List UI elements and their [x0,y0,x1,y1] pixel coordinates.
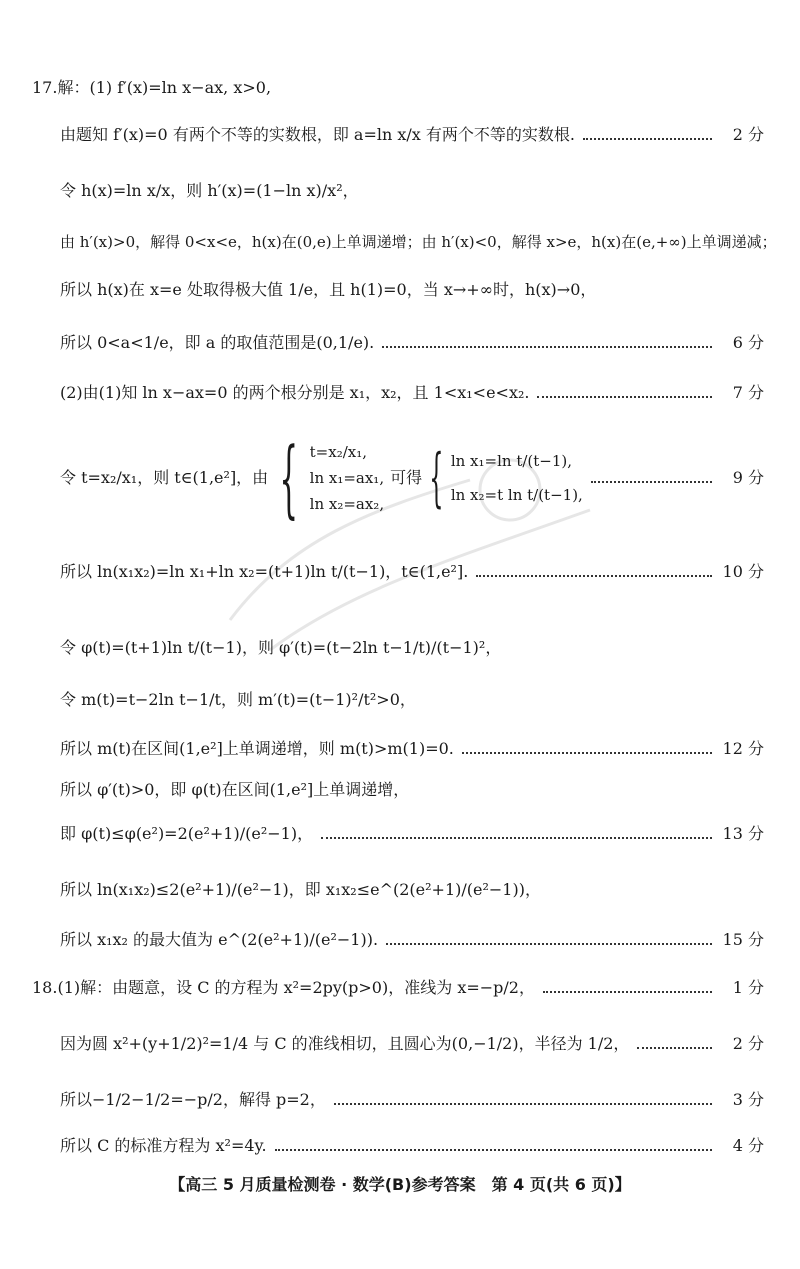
score-label: 7 分 [732,383,764,402]
q17-line-8 [60,425,764,531]
q17-line-6-text: 所以 0<a<1/e，即 a 的取值范围是(0,1/e). [60,333,375,352]
score-label: 3 分 [732,1090,764,1109]
score-label: 2 分 [732,125,764,144]
q17-line-9-text: 所以 ln(x₁x₂)=ln x₁+ln x₂=(t+1)ln t/(t−1)，t∈(1,e²]. [60,562,469,581]
score-label: 6 分 [732,333,764,352]
equation-system-1 [268,429,385,527]
leader-dots [476,575,712,577]
leader-dots [543,991,712,993]
score-label: 9 分 [732,468,764,487]
q18-line-3 [60,1090,764,1110]
score-label: 2 分 [732,1034,764,1053]
leader-dots [537,396,712,398]
q17-line-7-text: (2)由(1)知 ln x−ax=0 的两个根分别是 x₁，x₂，且 1<x₁<e<x₂. [60,383,530,402]
left-brace: { [429,441,444,515]
q18-line-1 [32,978,764,998]
q18-line-2 [60,1034,764,1054]
system-1-eq-2: ln x₁=ax₁, [309,469,385,487]
system-1-eq-3: ln x₂=ax₂, [309,495,385,513]
leader-dots [462,752,712,754]
q17-line-15-text: 所以 ln(x₁x₂)≤2(e²+1)/(e²−1)，即 x₁x₂≤e^(2(e²+1)/(e²−1))， [60,880,541,899]
system-2-eq-2: ln x₂=t ln t/(t−1), [450,486,583,504]
q17-line-4-text: 由 h′(x)>0，解得 0<x<e，h(x)在(0,e)上单调递增；由 h′(x)<0，解得 x>e，h(x)在(e,+∞)上单调递减； [60,233,777,251]
q17-line-7 [60,383,764,403]
left-brace: { [279,429,299,527]
leader-dots [382,346,712,348]
q17-line-1 [32,78,764,98]
q18-line-3-text: 所以−1/2−1/2=−p/2，解得 p=2， [60,1090,326,1109]
q18-line-2-text: 因为圆 x²+(y+1/2)²=1/4 与 C 的准线相切，且圆心为(0,−1/2)，半径为 1/2， [60,1034,630,1053]
system-1-eq-1: t=x₂/x₁, [309,443,368,461]
q18-line-4 [60,1136,764,1156]
q17-line-16-text: 所以 x₁x₂ 的最大值为 e^(2(e²+1)/(e²−1)). [60,930,379,949]
q17-line-2 [60,125,764,145]
q17-line-10 [60,638,764,658]
q17-line-8-text-b: 可得 [390,468,423,487]
q17-line-3-text: 令 h(x)=ln x/x，则 h′(x)=(1−ln x)/x²， [60,181,359,200]
q17-line-8-text-a: 令 t=x₂/x₁，则 t∈(1,e²]，由 [60,468,269,487]
q17-line-14-text: 即 φ(t)≤φ(e²)=2(e²+1)/(e²−1)， [60,824,314,843]
q17-line-5 [60,280,764,300]
q17-line-15 [60,880,764,900]
leader-dots [386,943,712,945]
leader-dots [637,1047,712,1049]
q17-line-6 [60,333,764,353]
q17-line-11 [60,690,764,710]
q17-line-14 [60,824,764,844]
q17-line-11-text: 令 m(t)=t−2ln t−1/t，则 m′(t)=(t−1)²/t²>0， [60,690,416,709]
q18-line-1-text: 18.(1)解：由题意，设 C 的方程为 x²=2py(p>0)，准线为 x=−p/2， [32,978,535,997]
q17-line-9 [60,562,764,582]
q17-line-3 [60,181,764,201]
score-label: 13 分 [722,824,764,843]
score-label: 10 分 [722,562,764,581]
q17-line-12 [60,739,764,759]
score-label: 1 分 [732,978,764,997]
q17-line-5-text: 所以 h(x)在 x=e 处取得极大值 1/e，且 h(1)=0，当 x→+∞时，h(x)→0， [60,280,597,299]
q17-line-12-text: 所以 m(t)在区间(1,e²]上单调递增，则 m(t)>m(1)=0. [60,739,454,758]
leader-dots [334,1103,712,1105]
q17-line-2-text: 由题知 f′(x)=0 有两个不等的实数根，即 a=ln x/x 有两个不等的实数根. [60,125,575,144]
q17-line-4 [60,232,777,252]
leader-dots [583,138,712,140]
q17-line-1-text: 17.解：(1) f′(x)=ln x−ax, x>0, [32,78,272,97]
equation-system-2 [422,441,583,515]
leader-dots [591,481,712,483]
q17-line-13 [60,780,764,800]
leader-dots [275,1149,712,1151]
score-label: 12 分 [722,739,764,758]
score-label: 4 分 [732,1136,764,1155]
score-label: 15 分 [722,930,764,949]
q18-line-4-text: 所以 C 的标准方程为 x²=4y. [60,1136,267,1155]
system-2-eq-1: ln x₁=ln t/(t−1), [450,452,573,470]
page-footer: 【高三 5 月质量检测卷 · 数学(B)参考答案 第 4 页(共 6 页)】 [169,1175,631,1194]
q17-line-13-text: 所以 φ′(t)>0，即 φ(t)在区间(1,e²]上单调递增， [60,780,410,799]
q17-line-16 [60,930,764,950]
q17-line-10-text: 令 φ(t)=(t+1)ln t/(t−1)，则 φ′(t)=(t−2ln t−1/t)/(t−1)²， [60,638,502,657]
leader-dots [321,837,712,839]
